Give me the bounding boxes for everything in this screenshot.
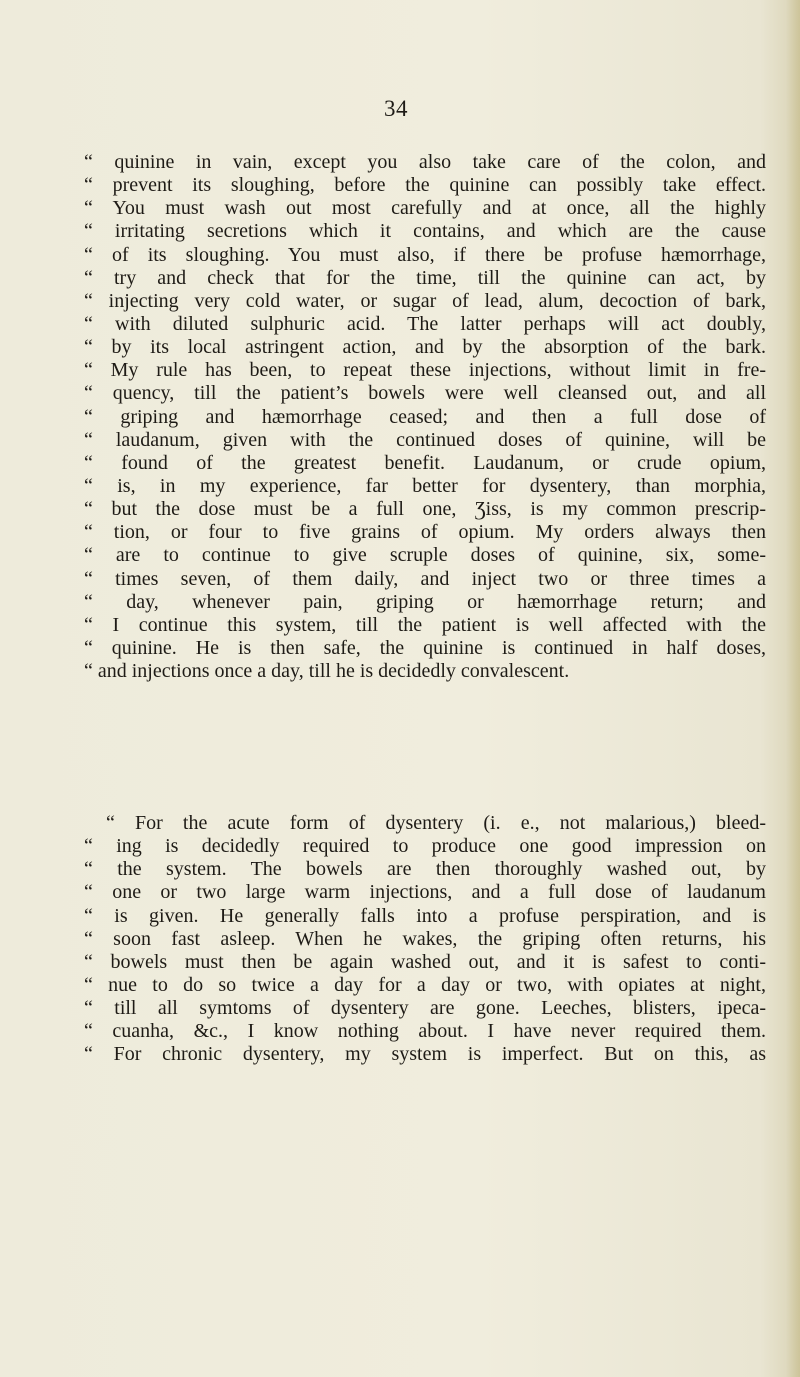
text-line: “ I continue this system, till the patient is well affected with the: [84, 613, 766, 636]
text-line: “ soon fast asleep. When he wakes, the griping often returns, his: [84, 927, 766, 950]
text-line: “ For chronic dysentery, my system is imperfect. But on this, as: [84, 1043, 766, 1066]
text-line: “ cuanha, &c., I know nothing about. I have never required them.: [84, 1020, 766, 1043]
text-line: “ For the acute form of dysentery (i. e., not malarious,) bleed-: [106, 812, 766, 834]
text-line: “ times seven, of them daily, and inject two or three times a: [84, 567, 766, 590]
text-line: “ and injections once a day, till he is decidedly convalescent.: [84, 660, 570, 683]
text-line: “ My rule has been, to repeat these injections, without limit in fre-: [84, 359, 766, 382]
text-line: “ laudanum, given with the continued doses of quinine, will be: [84, 428, 766, 451]
text-line: “ but the dose must be a full one, Ʒiss, is my common prescrip-: [84, 498, 766, 521]
text-line: “ one or two large warm injections, and a full dose of laudanum: [84, 881, 766, 904]
text-line: “ nue to do so twice a day for a day or two, with opiates at night,: [84, 973, 766, 996]
text-line: “ are to continue to give scruple doses of quinine, six, some-: [84, 544, 766, 567]
text-line: “ by its local astringent action, and by the absorption of the bark.: [84, 336, 766, 359]
text-line: “ bowels must then be again washed out, and it is safest to conti-: [84, 950, 766, 973]
text-line: “ irritating secretions which it contains, and which are the cause: [84, 220, 766, 243]
paragraph-2: [84, 812, 766, 1067]
text-line: “ of its sloughing. You must also, if there be profuse hæmorrhage,: [84, 243, 766, 266]
text-line: “ try and check that for the time, till the quinine can act, by: [84, 266, 766, 289]
text-line: “ quency, till the patient’s bowels were well cleansed out, and all: [84, 382, 766, 405]
text-line: “ quinine. He is then safe, the quinine is continued in half doses,: [84, 636, 766, 659]
text-line: “ with diluted sulphuric acid. The latter perhaps will act doubly,: [84, 312, 766, 335]
text-line: “ prevent its sloughing, before the quinine can possibly take effect.: [84, 174, 766, 197]
page-edge-shadow: [786, 0, 800, 1377]
text-line: “ tion, or four to five grains of opium. My orders always then: [84, 521, 766, 544]
text-line: “ quinine in vain, except you also take care of the colon, and: [84, 151, 766, 173]
text-line: “ day, whenever pain, griping or hæmorrhage return; and: [84, 590, 766, 613]
text-line: “ found of the greatest benefit. Laudanum, or crude opium,: [84, 451, 766, 474]
paragraph-1: [84, 151, 766, 683]
page-number: 34: [384, 96, 408, 121]
text-line: “ is, in my experience, far better for dysentery, than morphia,: [84, 474, 766, 497]
text-line: “ You must wash out most carefully and at once, all the highly: [84, 197, 766, 220]
text-line: “ ing is decidedly required to produce one good impression on: [84, 835, 766, 858]
text-line: “ griping and hæmorrhage ceased; and then a full dose of: [84, 405, 766, 428]
text-line: “ the system. The bowels are then thoroughly washed out, by: [84, 858, 766, 881]
text-line: “ is given. He generally falls into a profuse perspiration, and is: [84, 904, 766, 927]
text-line: “ injecting very cold water, or sugar of lead, alum, decoction of bark,: [84, 289, 766, 312]
text-line: “ till all symtoms of dysentery are gone. Leeches, blisters, ipeca-: [84, 997, 766, 1020]
